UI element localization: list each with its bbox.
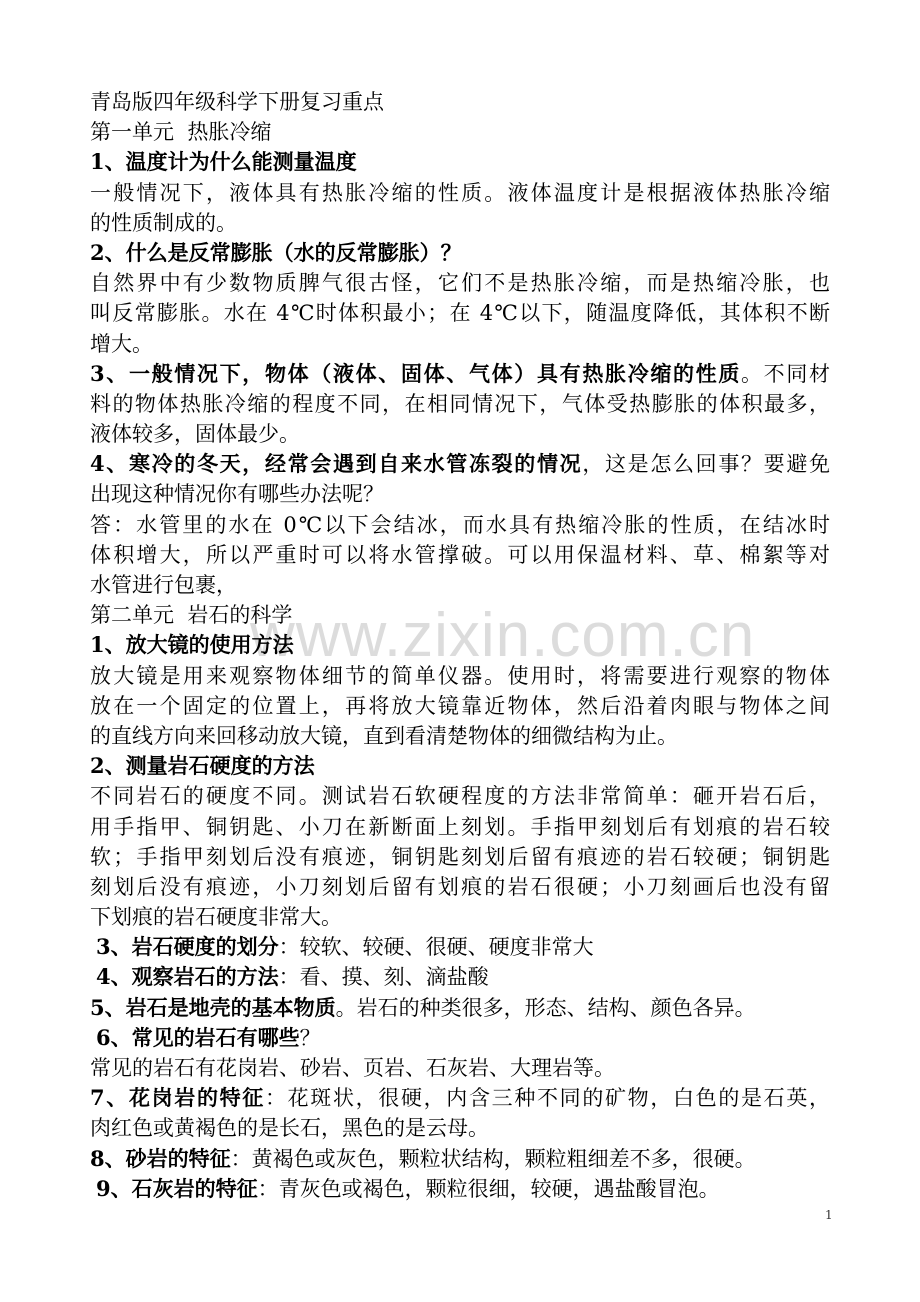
unit1-q1-line: 一般情况下，液体具有热胀冷缩的性质。液体温度计是根据液体热胀冷缩 — [90, 180, 830, 205]
unit2-q1-line: 的直线方向来回移动放大镜，直到看清楚物体的细微结构为止。 — [90, 723, 678, 748]
unit2-q3-title: 3、岩石硬度的划分 — [96, 934, 279, 960]
unit1-q3-title: 3、一般情况下，物体（液体、固体、气体）具有热胀冷缩的性质 — [90, 360, 741, 386]
document-title: 青岛版四年级科学下册复习重点 — [90, 90, 384, 114]
unit2-q6-answer: 常见的岩石有花岗岩、砂岩、页岩、石灰岩、大理岩等。 — [90, 1056, 615, 1080]
unit2-q8-title: 8、砂岩的特征 — [90, 1145, 231, 1171]
unit2-q9-tail: ：青灰色或褐色，颗粒很细，较硬，遇盐酸冒泡。 — [257, 1176, 720, 1201]
unit1-q3-title-line — [90, 359, 830, 389]
unit2-q2-title: 2、测量岩石硬度的方法 — [90, 753, 315, 779]
unit2-q9-line — [90, 1174, 830, 1204]
unit2-q5-tail: 。岩石的种类很多，形态、结构、颜色各异。 — [335, 995, 756, 1020]
unit2-q2-line: 不同岩石的硬度不同。测试岩石软硬程度的方法非常简单：砸开岩石后， — [90, 784, 830, 809]
watermark: www.zixin.com.cn — [250, 601, 756, 670]
unit2-q3-tail: ：较软、较硬、很硬、硬度非常大 — [278, 935, 594, 960]
unit1-q4-line: 水管进行包裹， — [90, 573, 237, 597]
unit2-heading: 第二单元 岩石的科学 — [90, 603, 293, 628]
unit2-q2-line: 刻划后没有痕迹，小刀刻划后留有划痕的岩石很硬；小刀刻画后也没有留 — [90, 874, 830, 899]
unit1-q2-title: 2、什么是反常膨胀（水的反常膨胀）？ — [90, 239, 462, 265]
unit2-q3-line — [90, 932, 830, 962]
unit2-q1-line: 放大镜是用来观察物体细节的简单仪器。使用时，将需要进行观察的物体 — [90, 663, 830, 688]
unit1-q4-line: 答：水管里的水在 0℃以下会结冰，而水具有热缩冷胀的性质，在结冰时 — [90, 512, 830, 537]
unit1-q4-line: 体积增大，所以严重时可以将水管撑破。可以用保温材料、草、棉絮等对 — [90, 542, 830, 567]
unit2-q6-title: 6、常见的岩石有哪些 — [96, 1024, 300, 1050]
unit1-q3-title-tail: 。不同材 — [741, 361, 831, 386]
document-body — [90, 87, 830, 1204]
unit2-q5-line — [90, 993, 830, 1023]
unit2-q8-line — [90, 1144, 830, 1174]
unit1-q2-line: 自然界中有少数物质脾气很古怪，它们不是热胀冷缩，而是热缩冷胀，也 — [90, 271, 830, 296]
unit2-q7-line — [90, 1083, 830, 1113]
unit2-q4-line — [90, 962, 830, 992]
unit1-q3-line: 料的物体热胀冷缩的程度不同，在相同情况下，气体受热膨胀的体积最多， — [90, 391, 830, 416]
unit1-q1-title: 1、温度计为什么能测量温度 — [90, 149, 357, 175]
unit2-q7-tail: ：花斑状，很硬，内含三种不同的矿物，白色的是石英， — [264, 1086, 830, 1111]
unit1-q1-line: 的性质制成的。 — [90, 210, 237, 235]
unit2-q8-tail: ：黄褐色或灰色，颗粒状结构，颗粒粗细差不多，很硬。 — [230, 1146, 756, 1171]
unit2-q4-tail: ：看、摸、刻、滴盐酸 — [278, 965, 489, 990]
unit2-q9-title: 9、石灰岩的特征 — [96, 1175, 258, 1201]
unit1-q3-line: 液体较多，固体最少。 — [90, 422, 300, 447]
unit2-q7-title: 7、花岗岩的特征 — [90, 1085, 265, 1111]
unit1-q4-title: 4、寒冷的冬天，经常会遇到自来水管冻裂的情况 — [90, 451, 583, 477]
unit1-q4-title-tail: ，这是怎么回事？要避免 — [582, 452, 830, 477]
unit2-q6-line — [90, 1023, 830, 1053]
unit2-q7-answer: 肉红色或黄褐色的是长石，黑色的是云母。 — [90, 1116, 489, 1141]
unit2-q1-line: 放在一个固定的位置上，再将放大镜靠近物体，然后沿着肉眼与物体之间 — [90, 693, 830, 718]
unit1-q4-line: 出现这种情况你有哪些办法呢？ — [90, 482, 384, 507]
unit1-q4-title-line — [90, 449, 830, 479]
unit2-q2-line: 下划痕的岩石硬度非常大。 — [90, 905, 342, 930]
unit1-heading: 第一单元 热胀冷缩 — [90, 120, 272, 145]
unit2-q4-title: 4、观察岩石的方法 — [96, 964, 279, 990]
unit2-q5-title: 5、岩石是地壳的基本物质 — [90, 994, 336, 1020]
unit2-q6-tail: ？ — [299, 1025, 321, 1050]
unit2-q1-title: 1、放大镜的使用方法 — [90, 632, 294, 658]
unit2-q2-line: 软；手指甲刻划后没有痕迹，铜钥匙刻划后留有痕迹的岩石较硬；铜钥匙 — [90, 844, 830, 869]
page-number: 1 — [825, 1208, 833, 1222]
unit2-q2-line: 用手指甲、铜钥匙、小刀在新断面上刻划。手指甲刻划后有划痕的岩石较 — [90, 814, 830, 839]
unit1-q2-line: 叫反常膨胀。水在 4℃时体积最小；在 4℃以下，随温度降低，其体积不断 — [90, 301, 830, 326]
unit1-q2-line: 增大。 — [90, 331, 153, 356]
